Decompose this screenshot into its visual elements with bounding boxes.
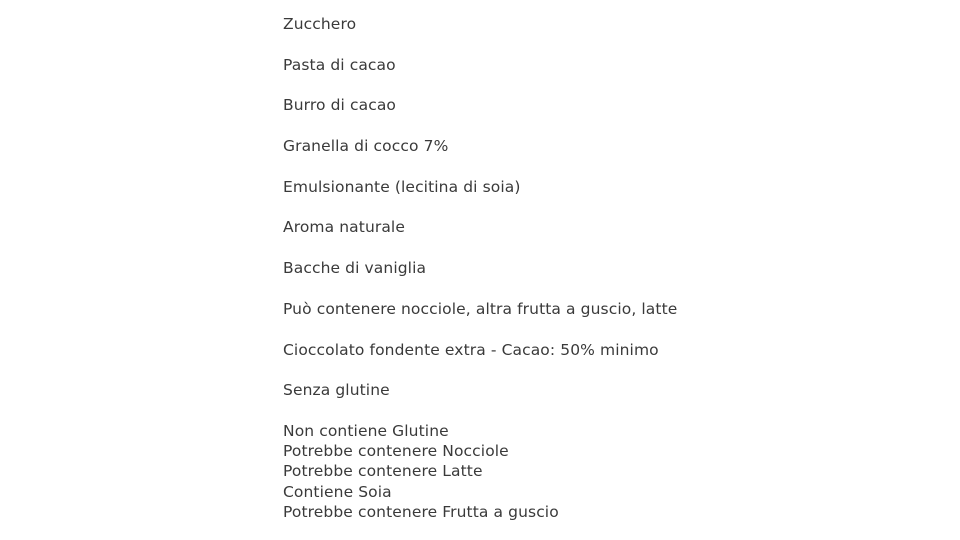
ingredient-line: Aroma naturale [283,218,405,237]
ingredient-line: Bacche di vaniglia [283,259,427,278]
gluten-free-note: Senza glutine [283,381,390,400]
allergen-item: Potrebbe contenere Latte [283,462,483,481]
cocoa-content: Cioccolato fondente extra - Cacao: 50% minimo [283,340,659,359]
allergen-item: Potrebbe contenere Nocciole [283,442,509,461]
ingredient-line: Granella di cocco 7% [283,137,449,156]
ingredient-line: Pasta di cacao [283,55,396,74]
ingredient-line: Zucchero [283,15,357,33]
allergen-item: Contiene Soia [283,482,392,501]
allergen-warning: Può contenere nocciole, altra frutta a guscio, latte [283,299,678,318]
ingredient-line: Emulsionante (lecitina di soia) [283,177,521,196]
allergen-list [283,421,903,522]
product-info [283,14,903,522]
allergen-item: Non contiene Glutine [283,421,449,440]
allergen-item: Potrebbe contenere Frutta a guscio [283,503,559,522]
ingredient-line: Burro di cacao [283,96,396,115]
